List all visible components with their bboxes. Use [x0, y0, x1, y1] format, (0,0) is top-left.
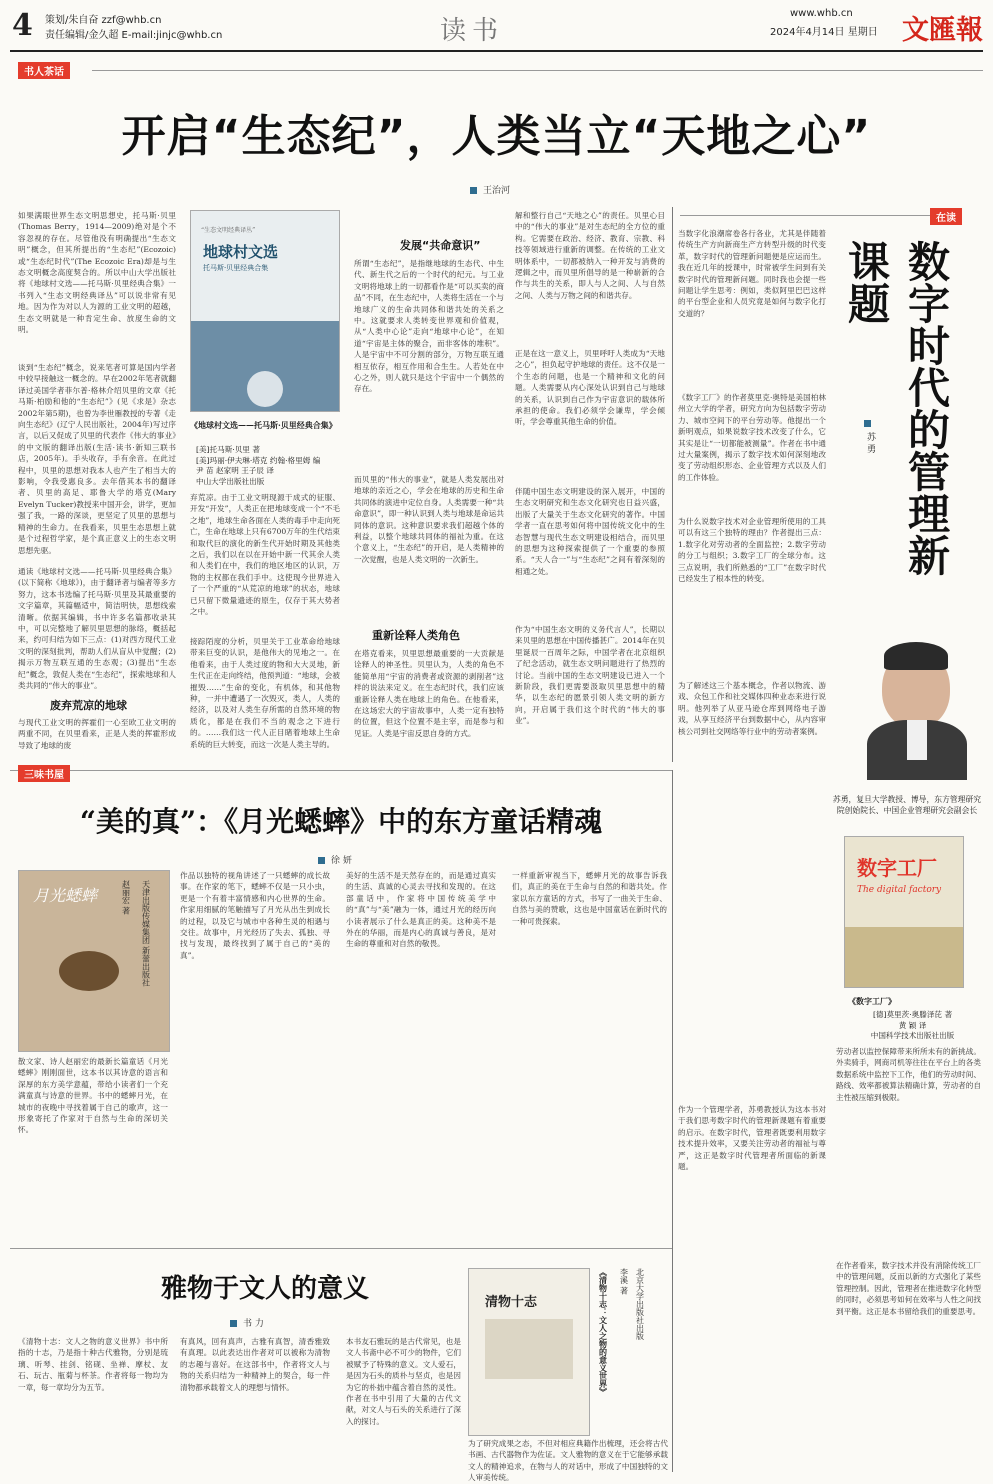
article1-col4a: 解和整行自己“天地之心”的责任。贝里心目中的“伟大的事业”是对生态纪的全方位的重构。它需要在政治、经济、教育、宗教、科技等领域进行重新的调整。在传统的工业文明体系中，一切都被纳入一种开发与消费的逻辑之中，而贝里所倡导的是一种崭新的合作与共生的关系，即人与人之间、人与自然之间、人类与万物之间的和谐共存。 [515, 211, 665, 300]
article4-headline: 数字时代的管理新课题 [842, 240, 951, 576]
article4-col4: 为了解述这三个基本概念，作者以物流、游戏、众包工作和社交媒体四种业态来进行说明。他列举了从亚马逊仓库到网络电子游戏，从享互经济平台到数据中心，从内容审核公司到社交网络等行业中的劳动者案例。 [678, 681, 826, 736]
book-cover-qingwu: 清物十志 [468, 1268, 590, 1436]
book-cover-digital-factory [844, 836, 964, 988]
article4-col3: 为什么说数字技术对企业管理所使用的工具可以有这三个独特的理由？作者提出三点：1.数字化对劳动者的全面监控；2.数字劳动的分工与组织；3.数字工厂的全球分布。这三点说明，我们所熟悉的“工厂”在数字时代已经发生了根本性的转变。 [678, 517, 826, 584]
article3-headline: 雅物于文人的意义 [160, 1274, 369, 1304]
website: www.whb.cn [790, 8, 853, 19]
article1-col3b: 而贝里的“伟大的事业”，就是人类发展出对地球的亲近之心，学会在地球的历史和生命共同体的演进中定位自身。人类需要一种“共命意识”，即一种认识到人类与地球是命运共同体的意识。这种意识要求我们超越个体的利益，以整个地球共同体的福祉为重。在这个意义上，“生态纪”的开启，是人类精神的一次觉醒，也是人类文明的一次新生。 [354, 475, 504, 564]
article3-col3: 本书友石雅玩的是古代常见，也是文人书斋中必不可少的物件，它们被赋予了特殊的意义。文人爱石，是因为石头的质朴与坚贞，也是因为它的朴拙中蕴含着自然的灵性。作者在书中引用了大量的古代文献，对文人与石头的关系进行了深入的探讨。 [346, 1337, 461, 1426]
article1-col1d: 与现代工业文明的挥霍们一心至欧工业文明的两重不同，在贝里看来，正是人类的挥霍形成导致了地球的废 [18, 718, 176, 750]
kicker-shuren: 书人茶话 [18, 62, 70, 79]
page-header [0, 0, 993, 52]
book2-credits: 赵丽宏 著 [121, 880, 131, 915]
kicker-sanwei: 三味书屋 [18, 765, 70, 782]
portrait-caption: 苏勇，复旦大学教授、博导，东方管理研究院创始院长、中国企业管理研究会副会长 [832, 795, 982, 815]
article1-col3c: 在塔克看来，贝里思想最重要的一大贡献是诠释人的神圣性。贝里认为，人类的角色不能简单用“宇宙的消费者或资源的剥削者”这样的说法来定义。在生态纪时代，我们应该重新诠释人类在地球上的角色。在他看来，在这场宏大的宇宙故事中，人类一定有独特的位置，但这个位置不是主宰，而是参与和见证。人类是宇宙反思自身的方式。 [354, 649, 504, 738]
book-subtitle: 托马斯·贝里经典合集 [203, 264, 269, 272]
masthead-logo: 文匯報 [902, 15, 983, 46]
date: 2024年4月14日 星期日 [770, 27, 878, 38]
book1-caption-credits: [美]托马斯·贝里 著 [美]玛丽·伊夫琳·塔克 约翰·格里姆 编 尹 苗 赵家明 王子辰 译 中山大学出版社出版 [196, 445, 321, 486]
article1-col1b: 谈到“生态纪”概念，说来笔者可算是国内学者中较早接触这一概念的。早在2002年笔者就翻译过美国学者菲尔普·格林介绍贝里的文章《托马斯·柏励和他的“生态纪”》(见《求是》杂志2002年第5期)，也曾为李世雁教授的专著《走向生态纪》(辽宁人民出版社，2004年)写过序言，以后又促成了贝里的代表作《伟大的事业》的中文版的翻译出版(生活·读书·新知三联书店，2005年)。手头收存，手有余音。在此过程中，贝里的思想对我本人也产生了相当大的影响，令我受惠良多。去年借其本书的翻译者、贝里的高足、耶鲁大学的塔克(Mary Evelyn Tucker)教授来中国开会，讲学，更加强了我，一路的深谈，更坚定了贝里的思想与精神的生命力。在我看来，贝里生态思想上就是个过程哲学家，是个真正意义上的生态文明思想先驱。 [18, 363, 176, 555]
editor-line: 策划/朱自奋 zzf@whb.cn [45, 15, 162, 26]
article1-byline: 王治河 [470, 183, 510, 196]
article1-col2a: 弃荒凉。由于工业文明现源于成式的征服、开发“开发”，人类正在把地球变成一个“不毛之地”，地球生命各面在人类的毒手中走向死亡，生命在地球上只有6700万年的生代结束和取代巨的演化的新生代开始时期及其他类之后，我们以在以在开始中新一代其余人类和人类们在中，我们的地区地区的认识，万物的主权都在我们手中。这使现今世界进入了一个严重的“从荒凉的地球”的状态，地球已只留下微量遗迹的原生，仅存于其大势者之中。 [190, 493, 340, 617]
author-portrait [862, 640, 972, 780]
designer-line: 责任编辑/金久超 E-mail:jinjc@whb.cn [45, 30, 223, 41]
book2-publisher: 天津出版传媒集团 新蕾出版社 [141, 880, 151, 987]
section-title: 读书 [440, 16, 505, 46]
book-title-cn: 数字工厂 [857, 856, 937, 880]
article4-col1: 当数字化浪潮席卷各行各业，尤其是伴随着传统生产方向新商生产方转型升级的时代变革，数字时代的管理新问题便是应运而生。我在近几年的授课中，时常被学生问到有关数字时代的管理新问题。同时我也会提一些问题让学生思考：例如，类似阿里巴巴这样的平台型企业和人员究竟是如何与数字化打交道的？ [678, 229, 826, 318]
article2-col1: 散文家、诗人赵丽宏的最新长篇童话《月光蟋蟀》刚刚面世，这本书以其诗意的语言和深厚的东方美学意蕴，带给小读者们一个充满童真与诗意的世界。书中的蟋蟀月光，在城市的夜晚中寻找着属于自己的歌声，这一形象寄托了作家对于自然与生命的深切关怀。 [18, 1057, 168, 1135]
subhead-abandoned-earth: 废弃荒凉的地球 [50, 699, 127, 712]
article1-col4b: 正是在这一意义上，贝里呼吁人类成为“天地之心”，担负起守护地球的责任。这不仅是一个生态的问题，也是一个精神和文化的问题。人类需要从内心深处认识到自己与地球的关系，认识到自己作为宇宙意识的载体所承担的使命。我们必须学会谦卑，学会倾听，学会尊重其他生命的价值。 [515, 349, 665, 427]
article1-col1c: 通读《地球村文选——托马斯·贝里经典合集》(以下简称《地球》)，由于翻译者与编者等多方努力，这本书选编了托马斯·贝里及其最重要的文字篇章，其篇幅适中，简洁明快，思想线索清晰。依据其编辑，书中许多名篇都收录其中，可以完整地了解贝里思想的脉络，概括起来，约可归结为如下三点：(1)对西方现代工业文明的深刻批判，帮助人们从盲从中觉醒；(2)揭示万物互联互通的生态观；(3)提出“生态纪”概念，敦促人类在“生态纪”，探索地球和人类共同的“伟大的事业”。 [18, 567, 176, 691]
article1-col2b: 接踪陌度的分析，贝里关于工业革命给地球带来巨变的认识，是他伟大的见地之一。在他看来，由于人类过度的物和大大灵地，新生代正在走向终结，他预判道：“地球，会被摧毁……”生命的变化，有机体，和其他物种，一并中遭遇了一次毁灭，类人，人类的经济，以及对人类生存所需的自然环境的物质化，都是在我们不当的观念之下进行的。……我们这一代人正目睹着地球上生命系统的巨大转变，而这一次是人类主导的。 [190, 637, 340, 749]
book-cover-earth-village: “生态文明经典译丛” 地球村文选 托马斯·贝里经典合集 [190, 210, 340, 412]
article3-byline: 书 力 [230, 1316, 264, 1329]
article2-col2: 作品以独特的视角讲述了一只蟋蟀的成长故事。在作家的笔下，蟋蟀不仅是一只小虫，更是一个有着丰富情感和内心世界的生命。作家用细腻的笔触描写了月光从出生到成长的过程，以及它与城市中各种生灵的相遇与交往。故事中，月光经历了失去、孤独、寻找与发现，最终找到了属于自己的“美的真”。 [180, 871, 330, 960]
book-cover-moonlight-cricket: 月光蟋蟀 [18, 870, 170, 1052]
article1-headline: 开启“生态纪”，人类当立“天地之心” [121, 111, 872, 162]
subhead-common-fate: 发展“共命意识” [400, 239, 481, 252]
book-title: 地球村文选 [203, 243, 279, 261]
article2-headline: “美的真”：《月光蟋蟀》中的东方童话精魂 [79, 805, 603, 838]
book3-author: 李溪 著 [619, 1268, 629, 1295]
article3-col2: 有真风，回有真声，古雅有真智，清香雅致有真理。以此表达出作者对可以被称为清物的志趣与喜好。在这部书中，作者将文人与物的关系归结为一种精神上的契合，每一件清物都承载着文人的理想与情怀。 [180, 1337, 330, 1392]
article2-col3: 美好的生活不是天然存在的，而是通过真实的生活、真诚的心灵去寻找和发现的。在这部童话中，作家将中国传统美学中的“真”与“美”融为一体，通过月光的经历向小读者展示了什么是真正的美。这种美不是外在的华丽，而是内心的真诚与善良，是对生命的尊重和对自然的敬畏。 [346, 871, 496, 949]
article1-col4c: 伴随中国生态文明建设的深入展开，中国的生态文明研究和生态文化研究也日益兴盛，出版了大量关于生态文化研究的著作。中国学者一直在思考如何将中国传统文化中的生态智慧与现代生态文明建设相结合，而贝里的思想为这种探索提供了一个重要的参照系。“天人合一”与“生态纪”之间有着深刻的相通之处。 [515, 487, 665, 576]
article4-col7: 在作者看来，数字技术并没有消除传统工厂中的管理问题，反而以新的方式强化了某些管理控制。因此，管理者在推进数字化转型的同时，必须思考如何在效率与人性之间找到平衡。这正是本书留给我们的重要思考。 [836, 1261, 981, 1316]
article2-byline: 徐 妍 [318, 853, 352, 866]
book-title-en: The digital factory [857, 885, 942, 895]
book3-publisher: 北京大学出版社出版 [635, 1268, 645, 1340]
article3-col4: 为了研究成果之态，不但对相应典籍作出梳理，还会将古代书画、古代器物作为佐证。文人雅物的意义在于它能够承载文人的精神追求，在物与人的对话中，形成了中国独特的文人审美传统。 [468, 1439, 668, 1483]
book1-caption-title: 《地球村文选——托马斯·贝里经典合集》 [190, 420, 337, 430]
subhead-human-role: 重新诠释人类角色 [372, 629, 460, 642]
article4-col2: 《数字工厂》的作者莫里克·奥特是美国柏林州立大学的学者，研究方向为包括数字劳动力、城市空间下的平台劳动等。他提出一个新明观点，如果说数字技术改变了什么，它其实是让“一切都能被测量”。作者在书中通过大量案例，揭示了数字技术如何深刻地改变了劳动组织形态、企业管理方式以及人们的工作体验。 [678, 393, 826, 482]
article1-col1a: 如果满眼世界生态文明思想史，托马斯·贝里(Thomas Berry，1914—2009)绝对是个不容忽视的存在。尽管他没有明确提出“生态文明”概念，但其所提出的“生态纪”(Ecozoic)或“生态纪时代”(The Ecozoic Era)却是与生态文明概念高度契合的。所以中山大学出版社将《地球村文选——托马斯·贝里经典合集》一书列入“生态文明经典译丛”可以说非常有见地。因为作为对以人为源的工业文明的超越，生态文明就是一种肯定生命、放度生命的文明。 [18, 211, 176, 335]
book4-caption-title: 《数字工厂》 [848, 996, 896, 1006]
header-divider [10, 50, 983, 52]
kicker-zaidu: 在读 [930, 208, 962, 225]
article4-byline: 苏 勇 [864, 420, 877, 453]
book4-caption-credits: [德]莫里茨·奥滕泽芘 著 黄 颖 译 中国科学技术出版社出版 [870, 1010, 955, 1040]
article4-col6: 劳动者以监控保障带来所所未有的新挑战。外卖骑手，网商司机等往往在平台上的各类数据系统中监控下工作，他们的劳动时间、路线、效率都被算法精确计算，劳动者的自主性被压缩到极限。 [836, 1047, 981, 1102]
article4-col5: 作为一个管理学者，苏勇教授认为这本书对于我们思考数字时代的管理新课题有着重要的启示。在数字时代，管理者既要利用数字技术提升效率，又要关注劳动者的福祉与尊严，这正是数字时代管理者所面临的新课题。 [678, 1105, 826, 1172]
article1-col3a: 所谓“生态纪”，是指继地球的生态代、中生代、新生代之后的一个时代的纪元。与工业文明将地球上的一切都看作是“可以买卖的商品”不同，在生态纪中，人类将生活在一个与地球广义的生命共同体和谐共处的关系之中。这就要求人类转变世界观和价值观，从“人类中心论”走向“地球中心论”，在知道“宇宙是主体的聚合，而非客体的堆积”。人是宇宙中不可分割的部分，万物互联互通相互依存，相互作用和合生生。人若处在中心之外，则人就只是这个宇宙中一个偶然的存在。 [354, 259, 504, 394]
page-number: 4 [12, 8, 33, 43]
article1-col4d: 作为“中国生态文明的义务代言人”，长期以来贝里的思想在中国传播甚广。2014年在贝里诞辰一百周年之际，中国学者在北京组织了纪念活动，就生态文明问题进行了热烈的讨论。当前中国的生态文明建设已进入一个新阶段，我们更需要汲取贝里思想中的精华，以生态纪的愿景引领人类文明的新方向，开启属于我们这个时代的“伟大的事业”。 [515, 625, 665, 726]
book3-subtitle: 《清物十志：文人之物的意义世界》 [598, 1268, 609, 1396]
article3-col1: 《清物十志：文人之物的意义世界》书中所指的十志，乃是指十种古代雅物，分别是琉璃、听琴、挂剑、铭砚、坐禅、摩杖、友石、玩古、瓶菊与杯茶。作者将每一物均为一章，每一章均分为五节。 [18, 1337, 168, 1392]
article2-col4: 一样重新审视当下，蟋蟀月光的故事告诉我们，真正的美在于生命与自然的和谐共处。作家以东方童话的方式，书写了一曲关于生命、自然与美的赞歌，这也是中国童话在新时代的一种可贵探索。 [512, 871, 667, 926]
